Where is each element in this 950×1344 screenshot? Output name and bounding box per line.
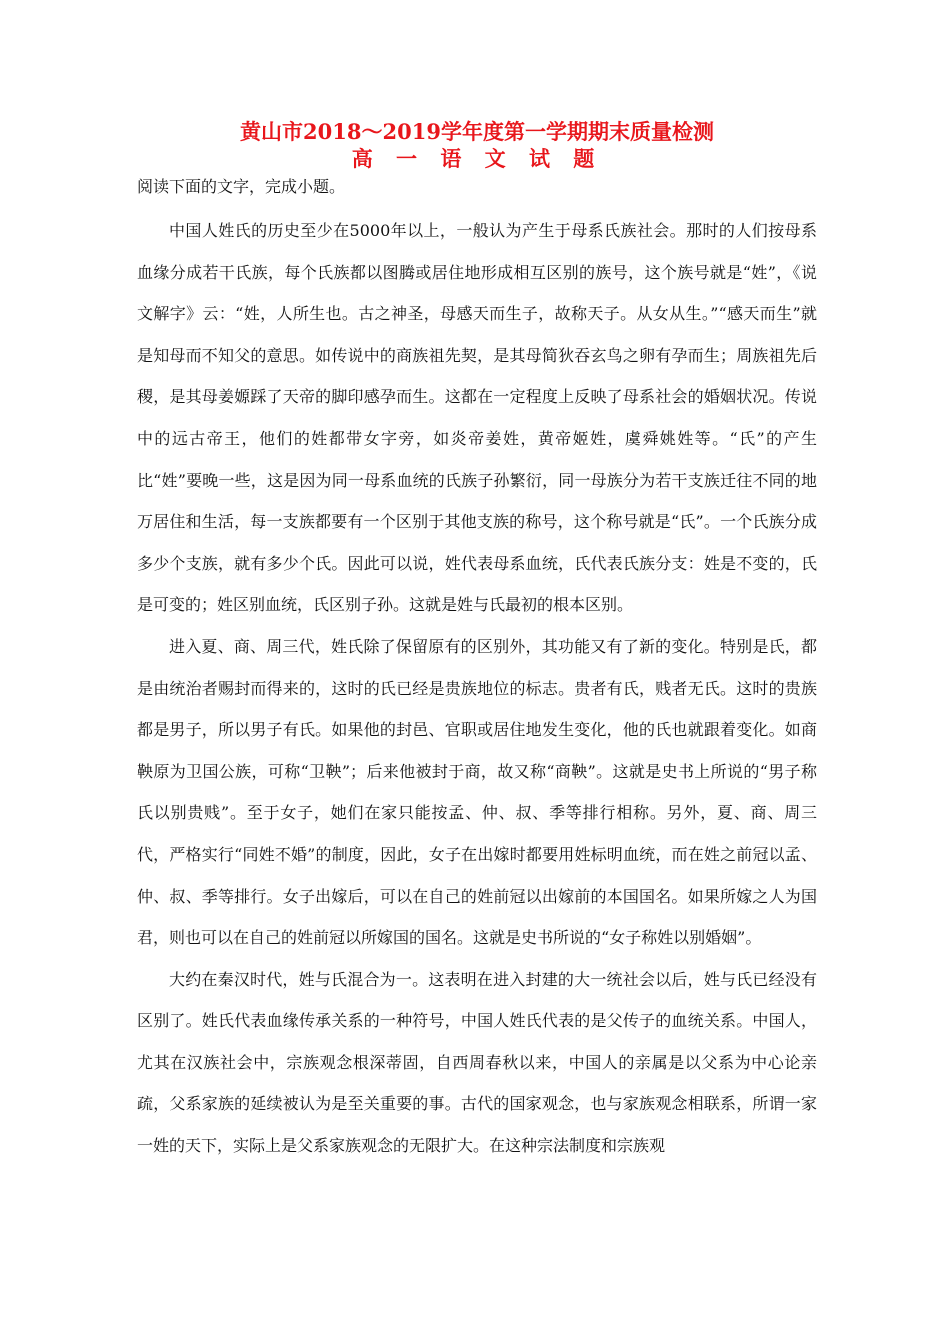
- exam-title: 黄山市2018～2019学年度第一学期期末质量检测: [240, 119, 714, 144]
- paragraph-3: 大约在秦汉时代，姓与氏混合为一。这表明在进入封建的大一统社会以后，姓与氏已经没有区别了。姓氏代表血缘传承关系的一种符号，中国人姓氏代表的是父传子的血统关系。中国人，尤其在汉族社会中，宗族观念根深蒂固，自西周春秋以来，中国人的亲属是以父系为中心论亲疏，父系家族的延续被认为是至关重要的事。古代的国家观念，也与家族观念相联系，所谓一家一姓的天下，实际上是父系家族观念的无限扩大。在这种宗法制度和宗族观: [137, 969, 817, 1156]
- exam-subtitle: 高 一 语 文 试 题: [351, 146, 603, 171]
- paragraph-2: 进入夏、商、周三代，姓氏除了保留原有的区别外，其功能又有了新的变化。特别是氏，都是由统治者赐封而得来的，这时的氏已经是贵族地位的标志。贵者有氏，贱者无氏。这时的贵族都是男子，所以男子有氏。如果他的封邑、官职或居住地发生变化，他的氏也就跟着变化。如商鞅原为卫国公族，可称“卫鞅”；后来他被封于商，故又称“商鞅”。这就是史书上所说的“男子称氏以别贵贱”。至于女子，她们在家只能按孟、仲、叔、季等排行相称。另外，夏、商、周三代，严格实行“同姓不婚”的制度，因此，女子在出嫁时都要用姓标明血统，而在姓之前冠以孟、仲、叔、季等排行。女子出嫁后，可以在自己的姓前冠以出嫁前的本国国名。如果所嫁之人为国君，则也可以在自己的姓前冠以所嫁国的国名。这就是史书所说的“女子称姓以别婚姻”。: [137, 636, 817, 948]
- document-page: [137, 118, 817, 1167]
- reading-instruction: 阅读下面的文字，完成小题。: [137, 177, 346, 196]
- paragraph-1: 中国人姓氏的历史至少在5000年以上，一般认为产生于母系氏族社会。那时的人们按母系血缘分成若干氏族，每个氏族都以图腾或居住地形成相互区别的族号，这个族号就是“姓”，《说文解字》云：“姓，人所生也。古之神圣，母感天而生子，故称天子。从女从生。”“感天而生”就是知母而不知父的意思。如传说中的商族祖先契，是其母简狄吞玄鸟之卵有孕而生；周族祖先后稷，是其母姜嫄踩了天帝的脚印感孕而生。这都在一定程度上反映了母系社会的婚姻状况。传说中的远古帝王，他们的姓都带女字旁，如炎帝姜姓，黄帝姬姓，虞舜姚姓等。“氏”的产生比“姓”要晚一些，这是因为同一母系血统的氏族子孙繁衍，同一母族分为若干支族迁往不同的地万居住和生活，每一支族都要有一个区别于其他支族的称号，这个称号就是“氏”。一个氏族分成多少个支族，就有多少个氏。因此可以说，姓代表母系血统，氏代表氏族分支：姓是不变的，氏是可变的；姓区别血统，氏区别子孙。这就是姓与氏最初的根本区别。: [137, 221, 817, 615]
